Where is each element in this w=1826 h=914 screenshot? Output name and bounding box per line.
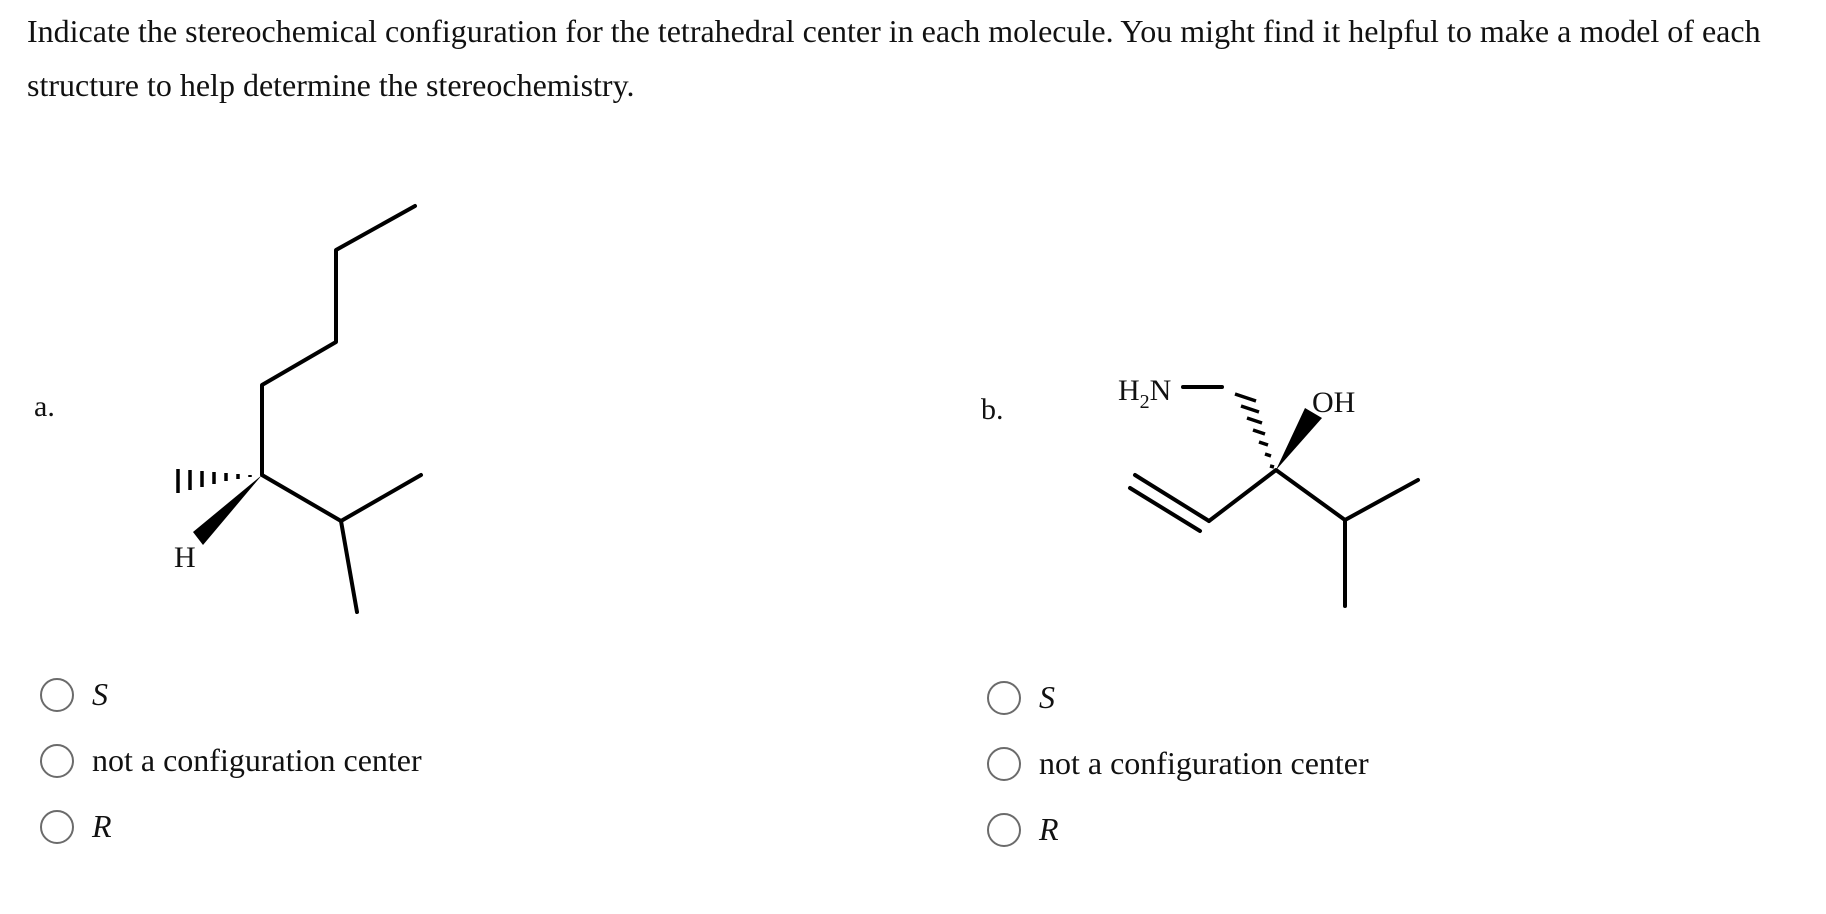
part-a-label: a. — [34, 390, 55, 423]
question-prompt: Indicate the stereochemical configuration for the tetrahedral center in each molecule. You might find it helpful to make a model of each structure to help determine the stereochemistry. — [27, 13, 1761, 103]
atom-oh-label: OH — [1312, 386, 1356, 419]
option-label: S — [92, 676, 108, 712]
h2n-h: H — [1118, 374, 1140, 407]
part-b-option-not-center[interactable] — [987, 745, 1369, 782]
part-b-option-s[interactable] — [987, 679, 1055, 716]
atom-h-label: H — [174, 541, 196, 574]
radio-button[interactable] — [987, 747, 1021, 781]
part-b-option-r[interactable] — [987, 811, 1059, 848]
atom-h2n-label — [1118, 374, 1171, 413]
radio-button[interactable] — [987, 813, 1021, 847]
radio-button[interactable] — [987, 681, 1021, 715]
option-label: R — [92, 808, 112, 844]
option-label: S — [1039, 679, 1055, 715]
h2n-n: N — [1149, 374, 1172, 407]
option-label: R — [1039, 811, 1059, 847]
h2n-subscript: 2 — [1139, 391, 1150, 413]
option-label: not a configuration center — [92, 742, 422, 778]
part-b-label: b. — [981, 393, 1004, 426]
option-label: not a configuration center — [1039, 745, 1369, 781]
